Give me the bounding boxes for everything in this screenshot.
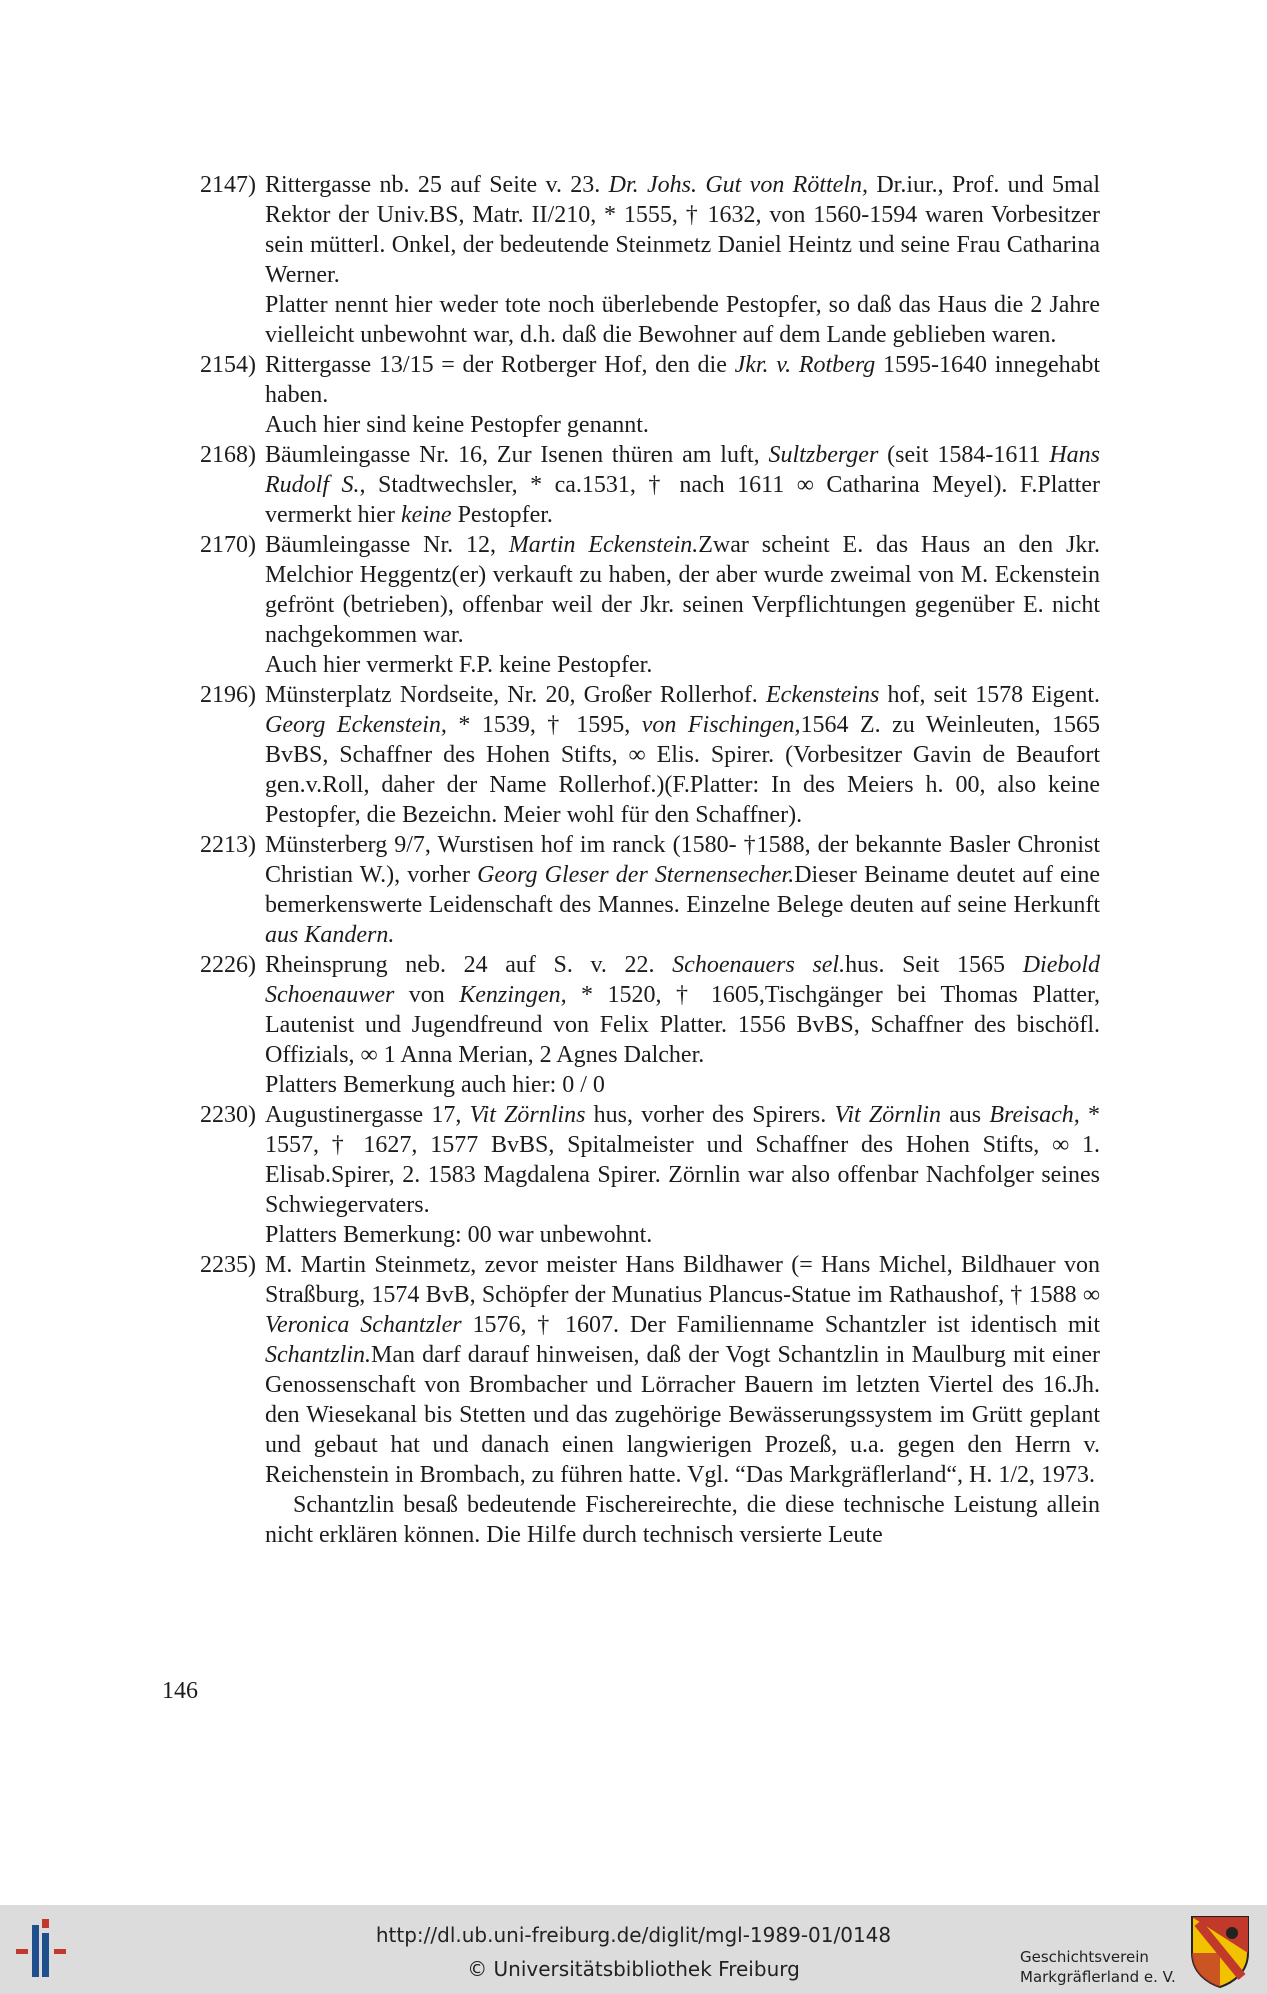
society-name-line1: Geschichtsverein [1020,1948,1149,1966]
entry-text: Bäumleingasse Nr. 12, Martin Eckenstein.Zwar scheint E. das Haus an den Jkr. Melchior Heggentz(er) verkauft zu haben, der aber wurde zweimal von M. Eckenstein gefrönt (betrieben), offenbar weil der Jkr. seinen Verpflichtungen gegenüber E. nicht nachgekommen war. [265,532,1100,648]
entry [160,440,1100,530]
entry [160,530,1100,680]
entry-number: 2196) [200,682,256,708]
entry-text: M. Martin Steinmetz, zevor meister Hans Bildhawer (= Hans Michel, Bildhauer von Straßburg, 1574 BvB, Schöpfer der Munatius Plancus-Statue im Rathaushof, † 1588 ∞ Veronica Schantzler 1576, † 1607. Der Familienname Schantzler ist identisch mit Schantzlin.Man darf darauf hinweisen, daß der Vogt Schantzlin in Maulburg mit einer Genossenschaft von Brombacher und Lörracher Bauern im letzten Viertel des 16.Jh. den Wiesekanal bis Stetten und das zugehörige Bewässerungssystem im Grütt geplant und gebaut hat und danach einen langwierigen Prozeß, u.a. gegen den Herrn v. Reichenstein in Brombach, zu führen hatte. Vgl. “Das Markgräflerland“, H. 1/2, 1973. [265,1252,1100,1488]
entry-text: Rittergasse 13/15 = der Rotberger Hof, den die Jkr. v. Rotberg 1595-1640 innegehabt haben. [265,352,1100,408]
entry-note: Auch hier vermerkt F.P. keine Pestopfer. [265,652,653,678]
entry [160,170,1100,350]
entry [160,680,1100,830]
entry-text: Rheinsprung neb. 24 auf S. v. 22. Schoenauers sel.hus. Seit 1565 Diebold Schoenauwer von Kenzingen, * 1520, † 1605,Tischgänger bei Thomas Platter, Lautenist und Jugendfreund von Felix Platter. 1556 BvBS, Schaffner des bischöfl. Offizials, ∞ 1 Anna Merian, 2 Agnes Dalcher. [265,952,1101,1068]
coat-of-arms-icon[interactable] [1188,1913,1252,1989]
entry-note: Platters Bemerkung auch hier: 0 / 0 [265,1072,605,1098]
continuation-paragraph: Schantzlin besaß bedeutende Fischereirechte, die diese technische Leistung allein nicht erklären können. Die Hilfe durch technisch versierte Leute [265,1492,1100,1548]
entry-note: Auch hier sind keine Pestopfer genannt. [265,412,649,438]
entry-text: Münsterplatz Nordseite, Nr. 20, Großer Rollerhof. Eckensteins hof, seit 1578 Eigent. Georg Eckenstein, * 1539, † 1595, von Fischingen,1564 Z. zu Weinleuten, 1565 BvBS, Schaffner des Hohen Stifts, ∞ Elis. Spirer. (Vorbesitzer Gavin de Beaufort gen.v.Roll, daher der Name Rollerhof.)(F.Platter: In des Meiers h. 00, also keine Pestopfer, die Bezeichn. Meier wohl für den Schaffner). [265,682,1101,828]
society-name [1020,1947,1190,1987]
entry-number: 2235) [200,1252,256,1278]
copyright-text: © Universitätsbibliothek Freiburg [467,1957,800,1981]
entry-number: 2170) [200,532,256,558]
entry-text: Rittergasse nb. 25 auf Seite v. 23. Dr. Johs. Gut von Rötteln, Dr.iur., Prof. und 5mal Rektor der Univ.BS, Matr. II/210, * 1555, † 1632, von 1560-1594 waren Vorbesitzer sein mütterl. Onkel, der bedeutende Steinmetz Daniel Heintz und seine Frau Catharina Werner. [265,172,1100,288]
entry-number: 2147) [200,172,256,198]
viewer-footer [0,1905,1267,1994]
entry-number: 2230) [200,1102,256,1128]
entry-text: Bäumleingasse Nr. 16, Zur Isenen thüren am luft, Sultzberger (seit 1584-1611 Hans Rudolf S., Stadtwechsler, * ca.1531, † nach 1611 ∞ Catharina Meyel). F.Platter vermerkt hier keine Pestopfer. [265,442,1100,528]
entry [160,350,1100,440]
entry-number: 2213) [200,832,256,858]
entry [160,1100,1100,1250]
entry-text: Augustinergasse 17, Vit Zörnlins hus, vorher des Spirers. Vit Zörnlin aus Breisach, * 1557, † 1627, 1577 BvBS, Spitalmeister und Schaffner des Hohen Stifts, ∞ 1. Elisab.Spirer, 2. 1583 Magdalena Spirer. Zörnlin war also offenbar Nachfolger seines Schwiegervaters. [265,1102,1100,1218]
entry-number: 2154) [200,352,256,378]
entry-text: Münsterberg 9/7, Wurstisen hof im ranck (1580- †1588, der bekannte Basler Chronist Christian W.), vorher Georg Gleser der Sternensecher.Dieser Beiname deutet auf eine bemerkenswerte Leidenschaft des Mannes. Einzelne Belege deuten auf seine Herkunft aus Kandern. [265,832,1100,948]
entry-note: Platters Bemerkung: 00 war unbewohnt. [265,1222,653,1248]
entry [160,830,1100,950]
entry-number: 2168) [200,442,256,468]
entry [160,1250,1100,1490]
society-name-line2: Markgräflerland e. V. [1020,1968,1176,1986]
entry-number: 2226) [200,952,256,978]
entry [160,950,1100,1100]
document-url-link[interactable]: http://dl.ub.uni-freiburg.de/diglit/mgl-1989-01/0148 [375,1923,892,1947]
entry-note: Platter nennt hier weder tote noch überlebende Pestopfer, so daß das Haus die 2 Jahre vielleicht unbewohnt war, d.h. daß die Bewohner auf dem Lande geblieben waren. [265,292,1100,348]
entry-list [160,170,1100,1550]
page-number: 146 [162,1678,198,1704]
